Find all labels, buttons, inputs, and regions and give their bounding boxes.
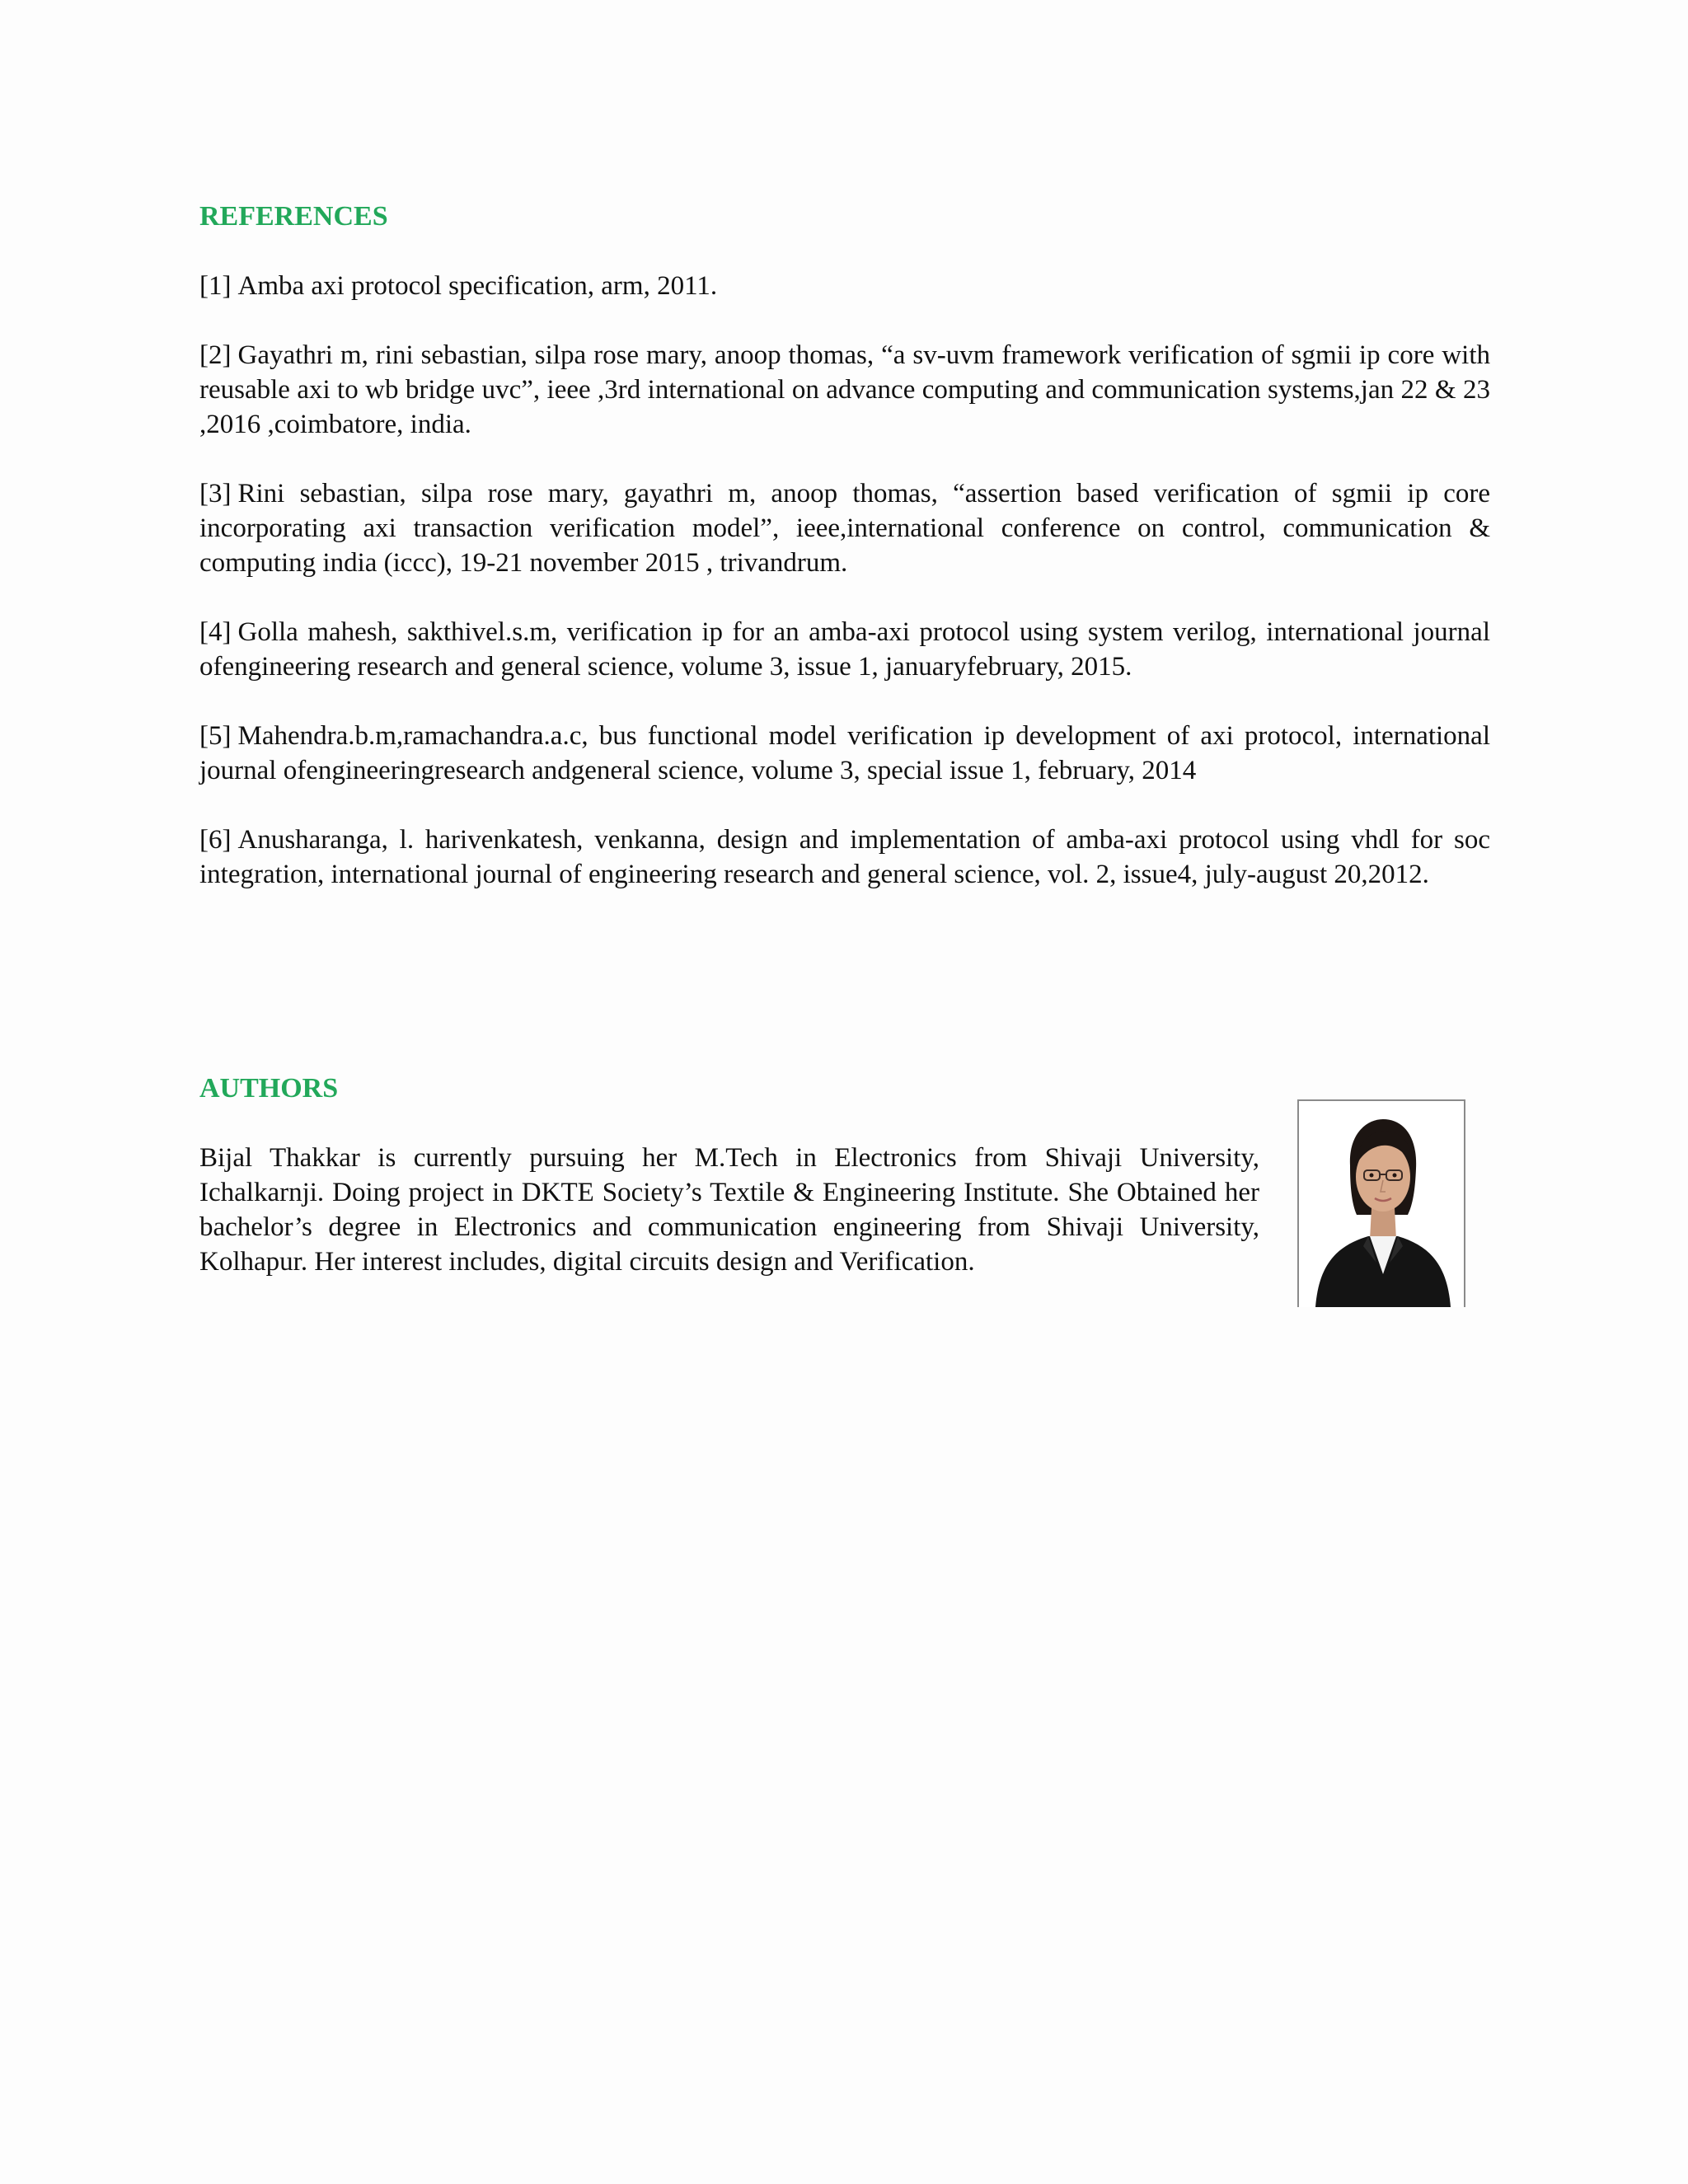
reference-number: [1]	[199, 271, 232, 301]
author-bio: Bijal Thakkar is currently pursuing her M.Tech in Electronics from Shivaji University, Ichalkarnji. Doing project in DKTE Society’s Textile & Engineering Institute. She Obtained her bachelor’s degree in Electronics and communication engineering from Shivaji University, Kolhapur. Her interest includes, digital circuits design and Verification.	[199, 1143, 1259, 1277]
reference-item	[199, 476, 1490, 580]
authors-heading: AUTHORS	[199, 1073, 339, 1104]
reference-number: [5]	[199, 721, 232, 751]
reference-text: Amba axi protocol specification, arm, 2011.	[237, 271, 718, 301]
reference-item	[199, 615, 1490, 684]
reference-text: Rini sebastian, silpa rose mary, gayathri m, anoop thomas, “assertion based verification of sgmii ip core incorporating axi transaction verification model”, ieee,international conference on control, communication & computing india (iccc), 19-21 november 2015 , trivandrum.	[199, 479, 1490, 578]
reference-number: [3]	[199, 479, 232, 509]
reference-number: [2]	[199, 340, 232, 370]
reference-text: Mahendra.b.m,ramachandra.a.c, bus functional model verification ip development of axi protocol, international journal ofengineeringresearch andgeneral science, volume 3, special issue 1, february, 2014	[199, 721, 1490, 785]
references-list	[199, 269, 1490, 926]
references-heading: REFERENCES	[199, 201, 388, 232]
reference-item	[199, 823, 1490, 892]
reference-text: Anusharanga, l. harivenkatesh, venkanna, design and implementation of amba-axi protocol using vhdl for soc integration, international journal of engineering research and general science, vol. 2, issue4, july-august 20,2012.	[199, 825, 1490, 889]
author-photo	[1297, 1099, 1465, 1307]
author-portrait-image	[1299, 1101, 1464, 1307]
reference-text: Gayathri m, rini sebastian, silpa rose mary, anoop thomas, “a sv-uvm framework verification of sgmii ip core with reusable axi to wb bridge uvc”, ieee ,3rd international on advance computing and communication systems,jan 22 & 23 ,2016 ,coimbatore, india.	[199, 340, 1490, 439]
reference-number: [4]	[199, 617, 232, 647]
reference-item	[199, 338, 1490, 442]
reference-text: Golla mahesh, sakthivel.s.m, verification ip for an amba-axi protocol using system verilog, international journal ofengineering research and general science, volume 3, issue 1, januaryfebruary, 2015.	[199, 617, 1490, 682]
reference-item	[199, 719, 1490, 788]
reference-item	[199, 269, 1490, 303]
reference-number: [6]	[199, 825, 232, 855]
